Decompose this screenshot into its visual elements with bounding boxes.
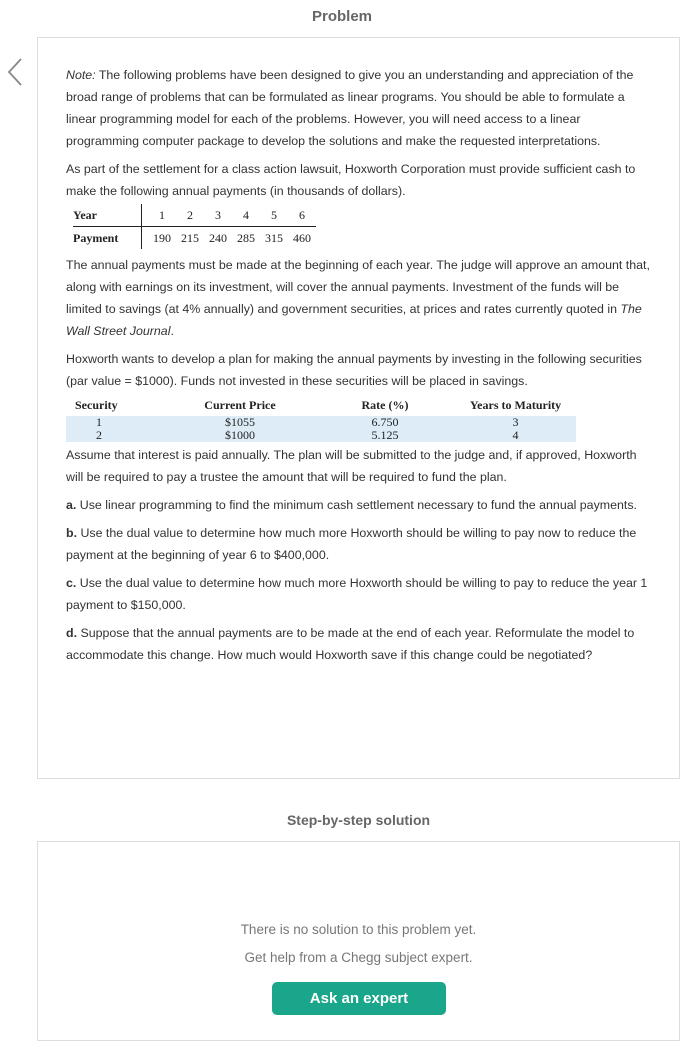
table-cell: 3 [512, 415, 519, 429]
no-solution-message [0, 916, 684, 972]
part-label: b. [66, 526, 78, 540]
intro-paragraph: As part of the settlement for a class action lawsuit, Hoxworth Corporation must provide sufficient cash to make the following annual payments (in thousands of dollars). [66, 162, 636, 198]
ask-expert-button[interactable]: Ask an expert [272, 982, 446, 1015]
payment-label: Payment [73, 227, 142, 250]
payment-cell: 190 [153, 231, 171, 245]
interest-paragraph: Assume that interest is paid annually. The plan will be submitted to the judge and, if approved, Hoxworth will be required to pay a trustee the amount that will be required to fund the plan. [66, 448, 637, 484]
note-text: The following problems have been designed to give you an understanding and appreciation of the broad range of problems that can be formulated as linear programs. You should be able to formulate a linear programming model for each of the problems. However, you will need access to a linear programming computer package to develop the solutions and make the requested interpretations. [66, 68, 634, 148]
securities-header-row [66, 394, 576, 416]
note-paragraph [66, 64, 651, 152]
page-title: Problem [311, 8, 372, 25]
column-header: Current Price [204, 398, 276, 412]
year-cell: 1 [142, 204, 177, 227]
year-label: Year [73, 204, 142, 227]
year-row [73, 204, 316, 227]
part-text: Use the dual value to determine how much more Hoxworth should be willing to pay to reduce the year 1 payment to $150,000. [66, 576, 648, 612]
column-header: Years to Maturity [469, 398, 562, 412]
part-text: Use the dual value to determine how much more Hoxworth should be willing to pay now to reduce the payment at the beginning of year 6 to $400,000. [66, 526, 637, 562]
year-cell: 4 [232, 204, 260, 227]
payment-row [73, 227, 316, 250]
chevron-left-icon[interactable] [4, 56, 26, 88]
payment-cell: 285 [237, 231, 255, 245]
column-header: Security [75, 398, 118, 412]
table-row [66, 429, 576, 442]
year-cell: 3 [204, 204, 232, 227]
table-cell: 6.750 [371, 415, 399, 429]
note-label: Note: [66, 68, 96, 82]
part-label: c. [66, 576, 77, 590]
column-header: Rate (%) [361, 398, 409, 412]
part-b [66, 522, 651, 566]
payments-text: The annual payments must be made at the beginning of each year. The judge will approve an amount that, along with earnings on its investment, will cover the annual payments. Investment of the funds will be limited to savings (at 4% annually) and government securities, at prices and rates currently quoted in [66, 258, 650, 316]
journal-name: The Wall Street Journal [66, 302, 642, 338]
year-cell: 5 [260, 204, 288, 227]
year-cell: 2 [176, 204, 204, 227]
solution-title: Step-by-step solution [286, 812, 431, 828]
table-cell: 5.125 [371, 428, 399, 442]
expert-help-line: Get help from a Chegg subject expert. [244, 950, 473, 965]
payment-cell: 315 [265, 231, 283, 245]
table-cell: 1 [96, 415, 102, 429]
part-a [66, 494, 651, 516]
payment-cell: 240 [209, 231, 227, 245]
part-label: a. [66, 498, 77, 512]
payment-cell: 460 [293, 231, 311, 245]
payments-table [73, 204, 316, 249]
table-row [66, 416, 576, 429]
table-cell: $1055 [225, 415, 255, 429]
part-d [66, 622, 651, 666]
securities-table [66, 394, 576, 442]
table-cell: $1000 [225, 428, 255, 442]
table-cell: 4 [512, 428, 519, 442]
no-solution-line: There is no solution to this problem yet. [240, 922, 477, 937]
payments-paragraph [66, 254, 651, 342]
part-text: Suppose that the annual payments are to be made at the end of each year. Reformulate the model to accommodate this change. How much would Hoxworth save if this change could be negotiated? [66, 626, 635, 662]
payment-cell: 215 [181, 231, 199, 245]
part-c [66, 572, 651, 616]
payments-text-end: . [170, 324, 174, 338]
table-cell: 2 [96, 428, 102, 442]
part-label: d. [66, 626, 78, 640]
year-cell: 6 [288, 204, 316, 227]
securities-paragraph: Hoxworth wants to develop a plan for making the annual payments by investing in the following securities (par value = $1000). Funds not invested in these securities will be placed in savings. [66, 352, 642, 388]
problem-body [66, 64, 651, 672]
part-text: Use linear programming to find the minimum cash settlement necessary to fund the annual payments. [76, 498, 637, 512]
